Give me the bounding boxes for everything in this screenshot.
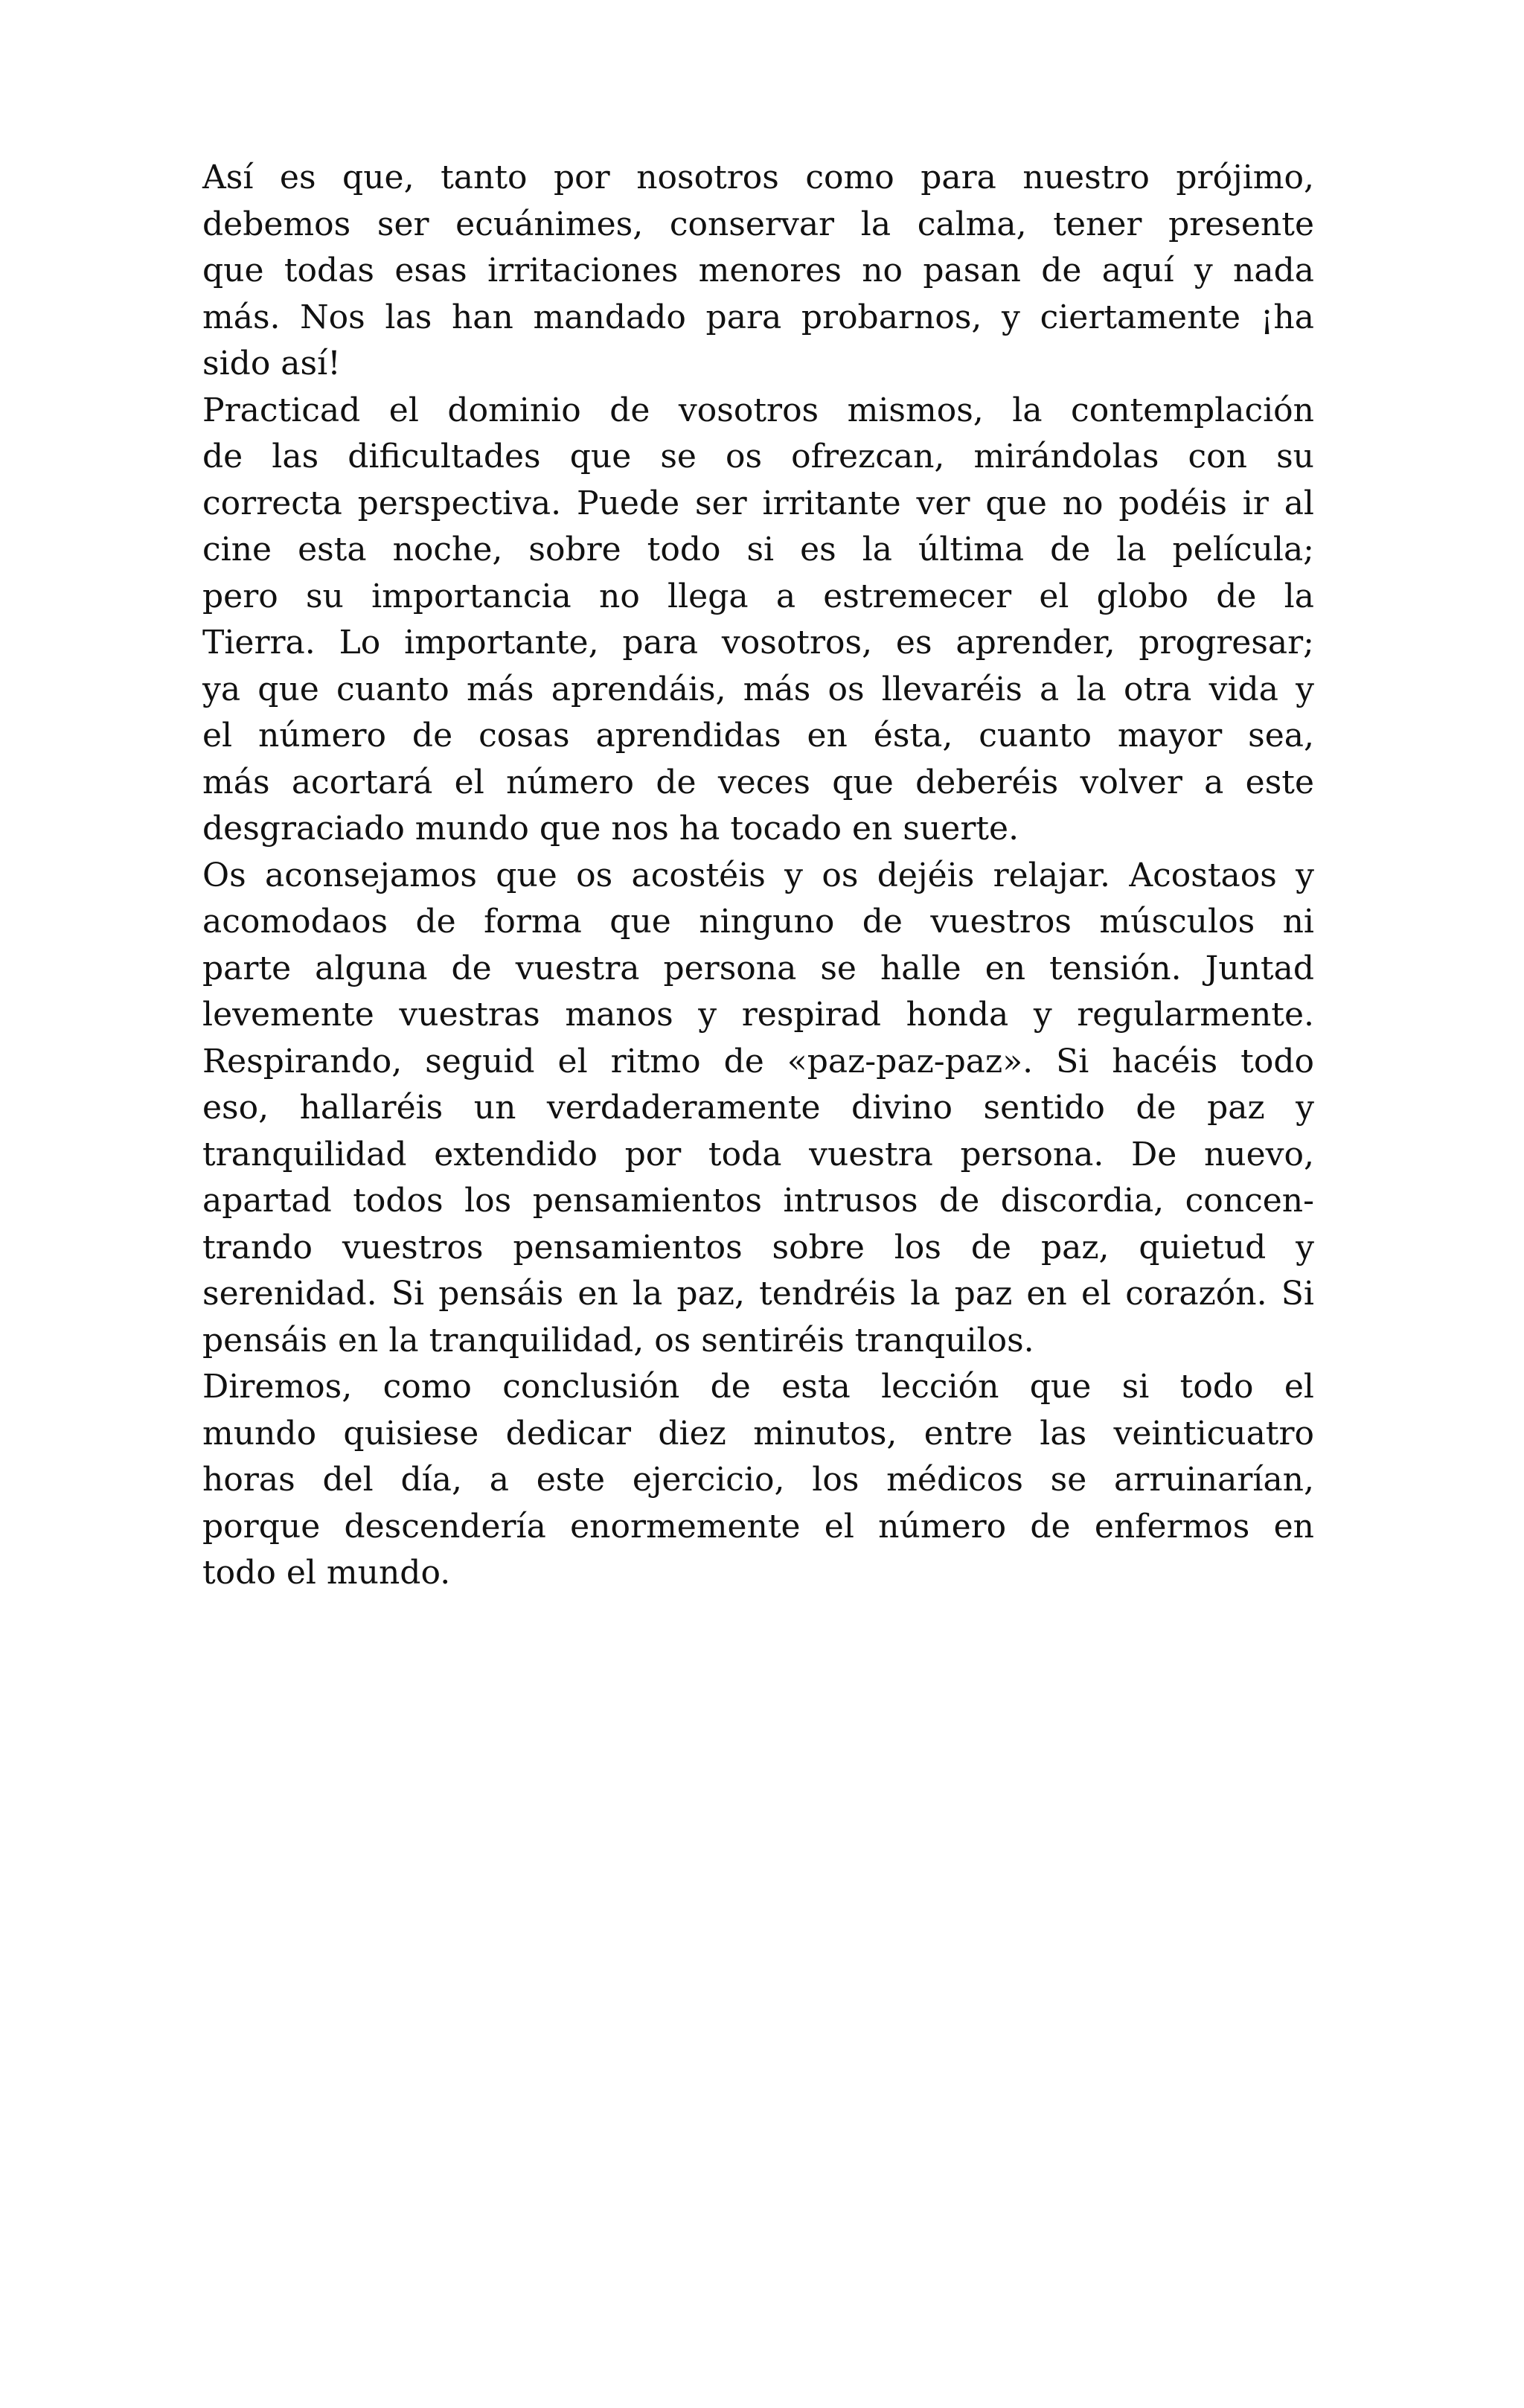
text-line: apartad todos los pensamientos intrusos de discordia, concen- xyxy=(202,1182,1314,1220)
text-line: parte alguna de vuestra persona se halle en tensión. Juntad xyxy=(202,949,1314,987)
text-line: Respirando, seguid el ritmo de «paz-paz-paz». Si hacéis todo xyxy=(202,1042,1314,1080)
text-line: desgraciado mundo que nos ha tocado en suerte. xyxy=(202,810,1019,848)
text-line: de las dificultades que se os ofrezcan, mirándolas con su xyxy=(202,438,1314,475)
text-line: levemente vuestras manos y respirad honda y regularmente. xyxy=(202,996,1314,1034)
text-line: acomodaos de forma que ninguno de vuestros músculos ni xyxy=(202,903,1314,941)
text-line: Practicad el dominio de vosotros mismos, la contemplación xyxy=(202,391,1314,429)
text-line: pero su importancia no llega a estremecer el globo de la xyxy=(202,577,1314,615)
text-line: Así es que, tanto por nosotros como para nuestro prójimo, xyxy=(202,158,1314,196)
text-line: tranquilidad extendido por toda vuestra persona. De nuevo, xyxy=(202,1135,1314,1173)
text-line: pensáis en la tranquilidad, os sentiréis tranquilos. xyxy=(202,1321,1034,1360)
text-line: eso, hallaréis un verdaderamente divino sentido de paz y xyxy=(202,1089,1314,1127)
text-line: que todas esas irritaciones menores no pasan de aquí y nada xyxy=(202,252,1314,289)
text-line: Os aconsejamos que os acostéis y os dejéis relajar. Acostaos y xyxy=(202,856,1314,894)
text-line: sido así! xyxy=(202,345,341,382)
text-line: más. Nos las han mandado para probarnos, y ciertamente ¡ha xyxy=(202,298,1314,336)
text-line: horas del día, a este ejercicio, los médicos se arruinarían, xyxy=(202,1461,1314,1499)
text-line: mundo quisiese dedicar diez minutos, entre las veinticuatro xyxy=(202,1414,1314,1453)
text-line: todo el mundo. xyxy=(202,1554,451,1592)
paragraph-3 xyxy=(202,853,1314,1365)
text-line: correcta perspectiva. Puede ser irritante ver que no podéis ir al xyxy=(202,484,1314,522)
text-line: Diremos, como conclusión de esta lección que si todo el xyxy=(202,1368,1314,1406)
text-line: trando vuestros pensamientos sobre los de paz, quietud y xyxy=(202,1228,1314,1267)
paragraph-1 xyxy=(202,155,1314,388)
body-text xyxy=(202,155,1314,1597)
text-line: Tierra. Lo importante, para vosotros, es aprender, progresar; xyxy=(202,624,1314,662)
text-line: más acortará el número de veces que deberéis volver a este xyxy=(202,763,1314,801)
paragraph-2 xyxy=(202,388,1314,853)
text-line: porque descendería enormemente el número de enfermos en xyxy=(202,1507,1314,1546)
text-line: debemos ser ecuánimes, conservar la calma, tener presente xyxy=(202,205,1314,243)
paragraph-4 xyxy=(202,1364,1314,1597)
text-line: cine esta noche, sobre todo si es la última de la película; xyxy=(202,531,1314,569)
text-line: ya que cuanto más aprendáis, más os llevaréis a la otra vida y xyxy=(202,670,1314,708)
text-line: el número de cosas aprendidas en ésta, cuanto mayor sea, xyxy=(202,717,1314,755)
text-line: serenidad. Si pensáis en la paz, tendréis la paz en el corazón. Si xyxy=(202,1275,1314,1313)
